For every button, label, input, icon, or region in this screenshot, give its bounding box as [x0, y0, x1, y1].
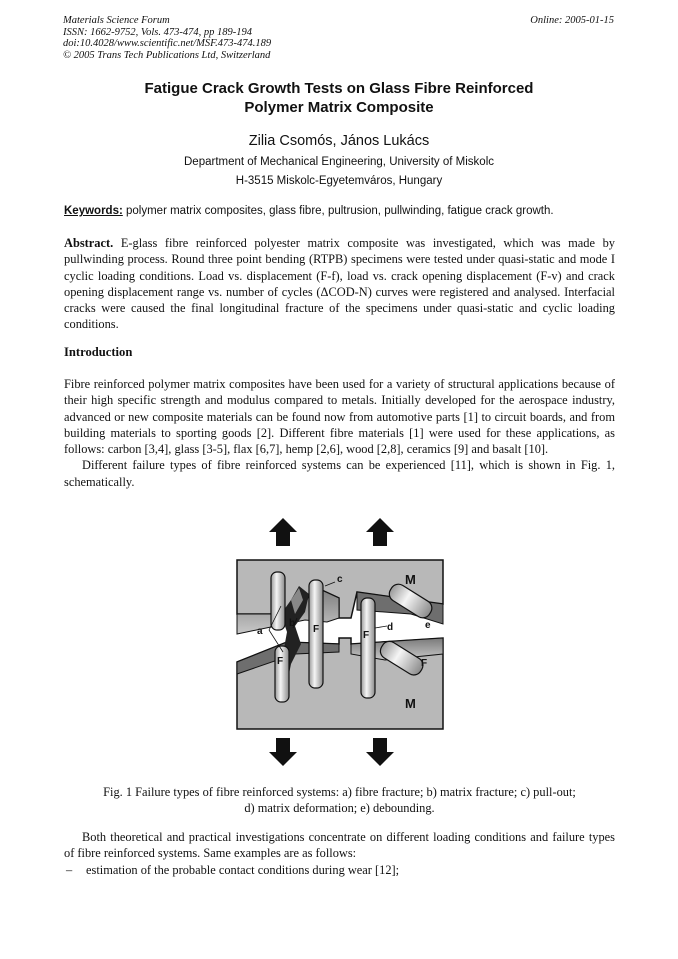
label-matrix-bottom: M	[405, 696, 416, 711]
paragraph-after-figure: Both theoretical and practical investigations concentrate on different loading conditions and failure types of fibre reinforced systems. Same examples are as follows:	[64, 830, 615, 861]
label-d: d	[387, 622, 394, 633]
abstract-text: E-glass fibre reinforced polyester matrix composite was investigated, which was made by pullwinding process. Round three point bending (RTPB) specimens were tested under quasi-static and mode I cyclic loading conditions. Load vs. displacement (F-f), load vs. crack opening displacement (F-v) and crack opening displacement range vs. number of cycles (ΔCOD-N) curves were registered and analysed. Interfacial cracks were caused the final longitudinal fracture of the specimens under quasi-static and cyclic loading conditions.	[64, 236, 615, 332]
paper-title	[0, 79, 678, 117]
intro-paragraph-2: Different failure types of fibre reinforced systems can be experienced [11], which is shown in Fig. 1, schematically.	[64, 458, 615, 489]
introduction-body	[64, 376, 615, 490]
abstract-label: Abstract.	[64, 236, 114, 250]
caption-line-1: Fig. 1 Failure types of fibre reinforced systems: a) fibre fracture; b) matrix fracture; c) pull-out;	[103, 785, 576, 799]
title-line-2: Polymer Matrix Composite	[244, 99, 434, 116]
affiliation-line-2: H-3515 Miskolc-Egyetemváros, Hungary	[235, 175, 443, 187]
label-matrix-top: M	[405, 572, 416, 587]
journal-name: Materials Science Forum	[63, 15, 170, 26]
keywords	[64, 205, 616, 217]
bullet-text: estimation of the probable contact conditions during wear [12];	[86, 863, 400, 877]
label-fibre-4: F	[421, 658, 428, 669]
intro-paragraph-1: Fibre reinforced polymer matrix composites have been used for a variety of structural applications because of their high specific strength and modulus compared to metals. Initially developed for the aerospace industry, advanced or new composite materials can be found now from automotive parts [1] to circuit boards, and from building materials to sporting goods [2]. Different fibre materials [1] were used for these applications, as follows: carbon [3,4], glass [3-5], flax [6,7], hemp [2,6], wood [2,8], ceramics [9] and basalt [10].	[64, 377, 615, 457]
label-fibre-3: F	[277, 656, 284, 667]
keywords-text: polymer matrix composites, glass fibre, pultrusion, pullwinding, fatigue crack growth.	[122, 205, 554, 217]
issn: ISSN: 1662-9752, Vols. 473-474, pp 189-194	[63, 26, 252, 38]
authors: Zilia Csomós, János Lukács	[248, 133, 430, 149]
label-fibre-1: F	[313, 624, 320, 635]
figure-1	[235, 514, 445, 771]
bullet-dash: –	[66, 863, 73, 877]
failure-types-diagram	[235, 514, 445, 771]
doi: doi:10.4028/www.scientific.net/MSF.473-474.189	[63, 38, 272, 49]
label-c: c	[337, 574, 343, 585]
load-arrow-up-right	[366, 518, 394, 546]
body-paragraph	[64, 829, 615, 862]
affiliation	[0, 153, 678, 191]
figure-caption	[64, 784, 615, 817]
caption-line-2: d) matrix deformation; e) debounding.	[244, 801, 435, 816]
load-arrow-down-right	[366, 738, 394, 766]
label-e: e	[425, 620, 431, 631]
copyright: © 2005 Trans Tech Publications Ltd, Switzerland	[63, 49, 271, 61]
label-fibre-2: F	[363, 630, 370, 641]
fibre-center-pullout	[361, 598, 375, 698]
online-date: Online: 2005-01-15	[530, 15, 614, 26]
section-heading-introduction: Introduction	[64, 345, 133, 359]
label-b: b	[289, 618, 296, 629]
load-arrow-up-left	[269, 518, 297, 546]
list-item	[64, 862, 399, 878]
load-arrow-down-left	[269, 738, 297, 766]
label-a: a	[257, 626, 263, 637]
keywords-label: Keywords:	[64, 205, 123, 217]
title-line-1: Fatigue Crack Growth Tests on Glass Fibre Reinforced	[144, 80, 534, 97]
lower-matrix-block	[237, 638, 443, 729]
running-header	[63, 15, 271, 61]
affiliation-line-1: Department of Mechanical Engineering, University of Miskolc	[184, 156, 494, 168]
abstract	[64, 235, 615, 333]
